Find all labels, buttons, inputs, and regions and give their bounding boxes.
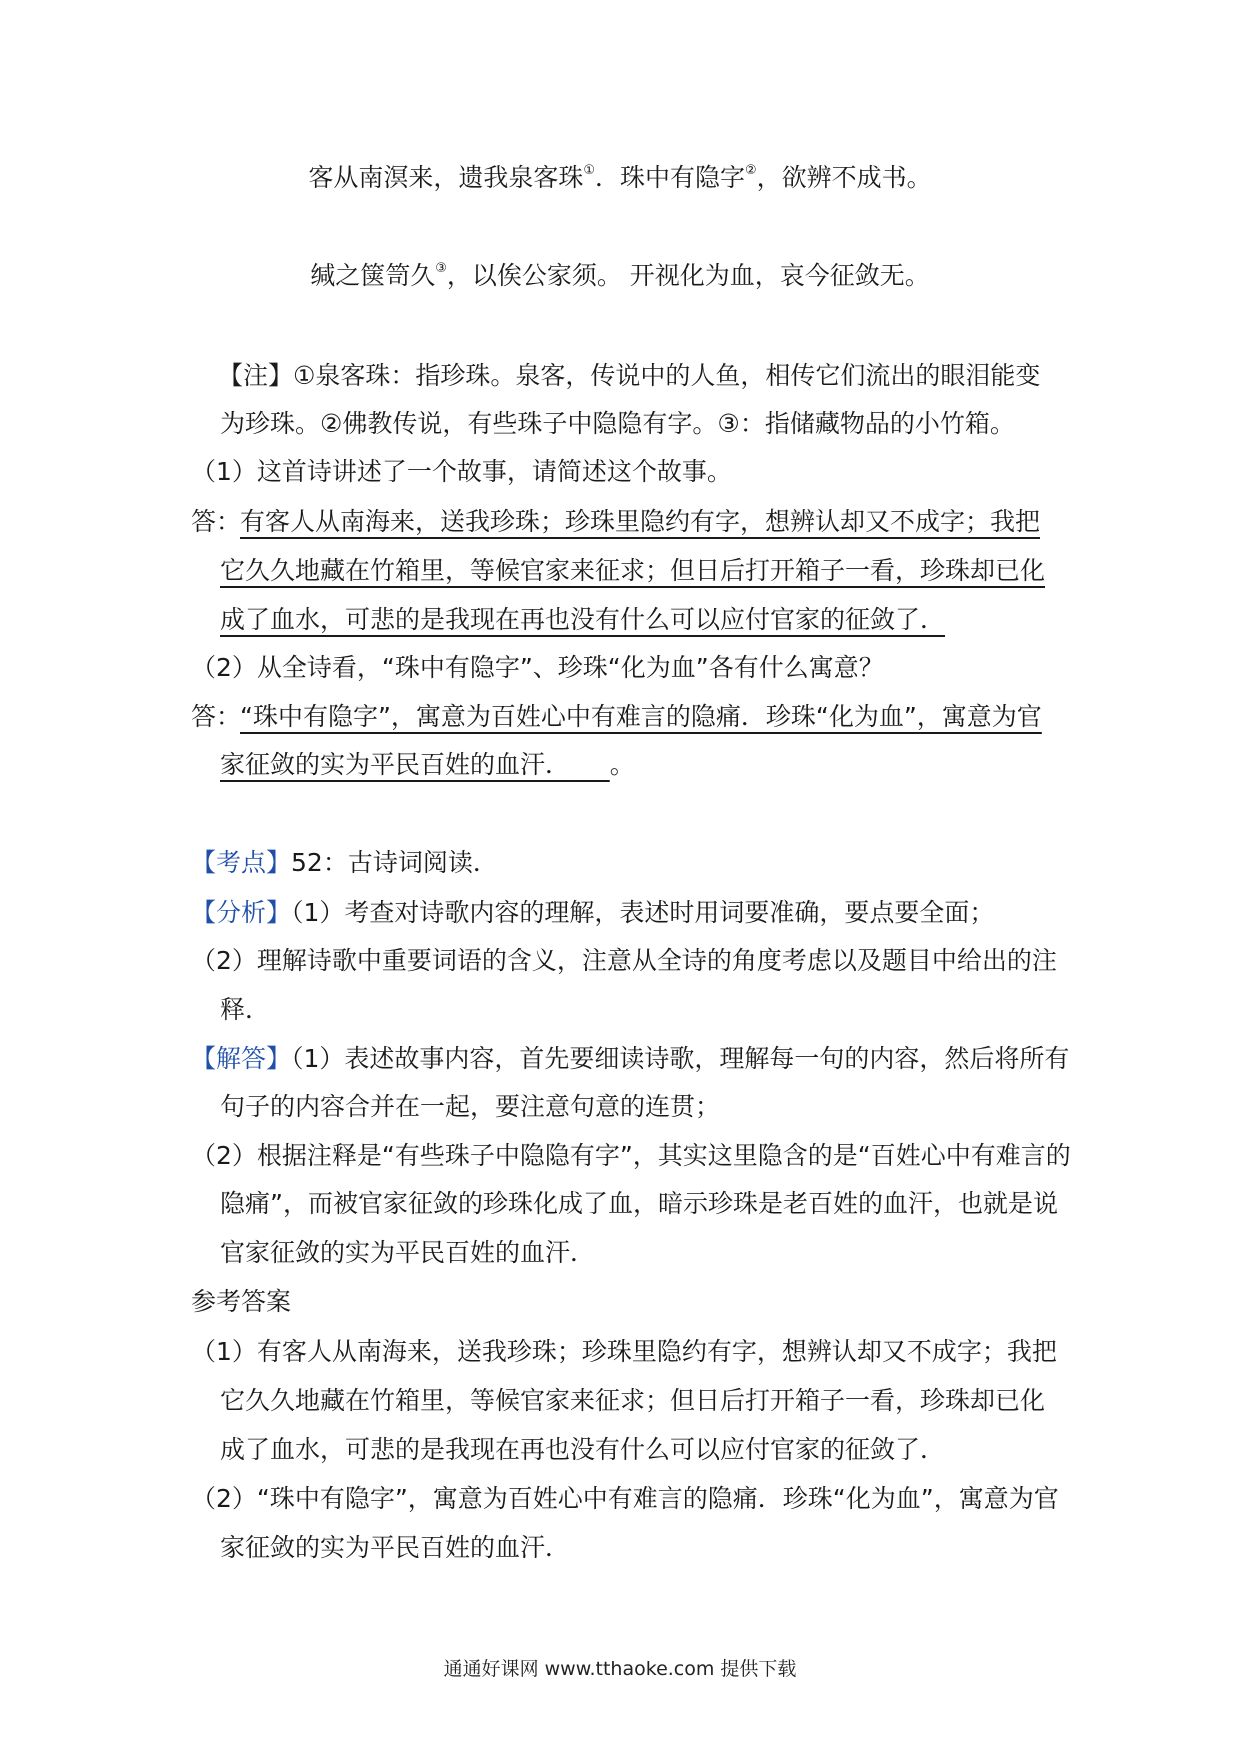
answer-2-end: 。 — [609, 750, 635, 779]
poem-line-2 — [0, 256, 1240, 292]
answer-2-line-2 — [220, 745, 635, 781]
jieda-text-1: （1）表述故事内容，首先要细读诗歌，理解每一句的内容，然后将所有 — [291, 1044, 1070, 1073]
fenxi-line-3: 释． — [220, 995, 271, 1024]
fenxi-line-2: （2）理解诗歌中重要词语的含义，注意从全诗的角度考虑以及题目中给出的注 — [191, 946, 1057, 975]
kaodian-tag: 【考点】 — [191, 848, 292, 877]
footnote-marker-2: ② — [745, 163, 757, 178]
reference-line-1: （1）有客人从南海来，送我珍珠；珍珠里隐约有字，想辨认却又不成字；我把 — [191, 1337, 1057, 1366]
reference-line-5: 家征敛的实为平民百姓的血汗． — [220, 1533, 571, 1562]
fenxi-line-1 — [191, 893, 994, 929]
jieda-line-1 — [191, 1039, 1069, 1075]
jieda-line-5: 官家征敛的实为平民百姓的血汗． — [220, 1238, 596, 1267]
footnote-marker-3: ③ — [435, 261, 447, 276]
reference-line-2: 它久久地藏在竹箱里，等候官家来征求；但日后打开箱子一看，珍珠却已化 — [220, 1386, 1046, 1415]
jieda-tag: 【解答】 — [191, 1044, 292, 1073]
answer-2-blank — [570, 750, 610, 779]
answer-2-line-2-text: 家征敛的实为平民百姓的血汗． — [220, 750, 571, 779]
question-1: （1）这首诗讲述了一个故事，请简述这个故事。 — [191, 457, 732, 486]
fenxi-text-1: （1）考查对诗歌内容的理解，表述时用词要准确，要点要全面； — [291, 898, 995, 927]
answer-1-line-1: 有客人从南海来，送我珍珠；珍珠里隐约有字，想辨认却又不成字；我把 — [240, 507, 1041, 536]
answer-1-line-2: 它久久地藏在竹箱里，等候官家来征求；但日后打开箱子一看，珍珠却已化 — [220, 556, 1046, 585]
poem-line-1-part-b: ．珠中有隐字 — [594, 163, 745, 192]
note-line-2: 为珍珠。②佛教传说，有些珠子中隐隐有字。③：指储藏物品的小竹箱。 — [220, 409, 1015, 438]
kaodian-text: 52：古诗词阅读． — [291, 848, 498, 877]
question-2: （2）从全诗看，“珠中有隐字”、珍珠“化为血”各有什么寓意？ — [191, 653, 884, 682]
poem-line-1-part-a: 客从南溟来，遗我泉客珠 — [308, 163, 584, 192]
reference-line-4: （2）“珠中有隐字”，寓意为百姓心中有难言的隐痛．珍珠“化为血”，寓意为官 — [191, 1484, 1059, 1513]
poem-line-1 — [0, 158, 1240, 194]
fenxi-tag: 【分析】 — [191, 898, 292, 927]
note-line-1: 【注】①泉客珠：指珍珠。泉客，传说中的人鱼，相传它们流出的眼泪能变 — [218, 361, 1041, 390]
jieda-line-2: 句子的内容合并在一起，要注意句意的连贯； — [220, 1092, 721, 1121]
poem-line-1-part-c: ，欲辨不成书。 — [756, 163, 932, 192]
page-footer: 通通好课网 www.tthaoke.com 提供下载 — [443, 1658, 797, 1680]
answer-1-line-3: 成了血水，可悲的是我现在再也没有什么可以应付官家的征敛了． — [220, 605, 946, 634]
kaodian-line — [191, 843, 498, 879]
answer-1-prefix: 答： — [191, 507, 242, 536]
jieda-line-3: （2）根据注释是“有些珠子中隐隐有字”，其实这里隐含的是“百姓心中有难言的 — [191, 1141, 1071, 1170]
reference-title: 参考答案 — [191, 1287, 292, 1316]
jieda-line-4: 隐痛”，而被官家征敛的珍珠化成了血，暗示珍珠是老百姓的血汗，也就是说 — [220, 1189, 1058, 1218]
footnote-marker-1: ① — [583, 163, 595, 178]
poem-line-2-part-b: ，以俟公家须。 开视化为血，哀今征敛无。 — [446, 261, 930, 290]
answer-2-line-1: “珠中有隐字”，寓意为百姓心中有难言的隐痛．珍珠“化为血”，寓意为官 — [240, 702, 1042, 731]
reference-line-3: 成了血水，可悲的是我现在再也没有什么可以应付官家的征敛了． — [220, 1435, 946, 1464]
poem-line-2-part-a: 缄之箧笥久 — [310, 261, 436, 290]
answer-2-prefix: 答： — [191, 702, 242, 731]
